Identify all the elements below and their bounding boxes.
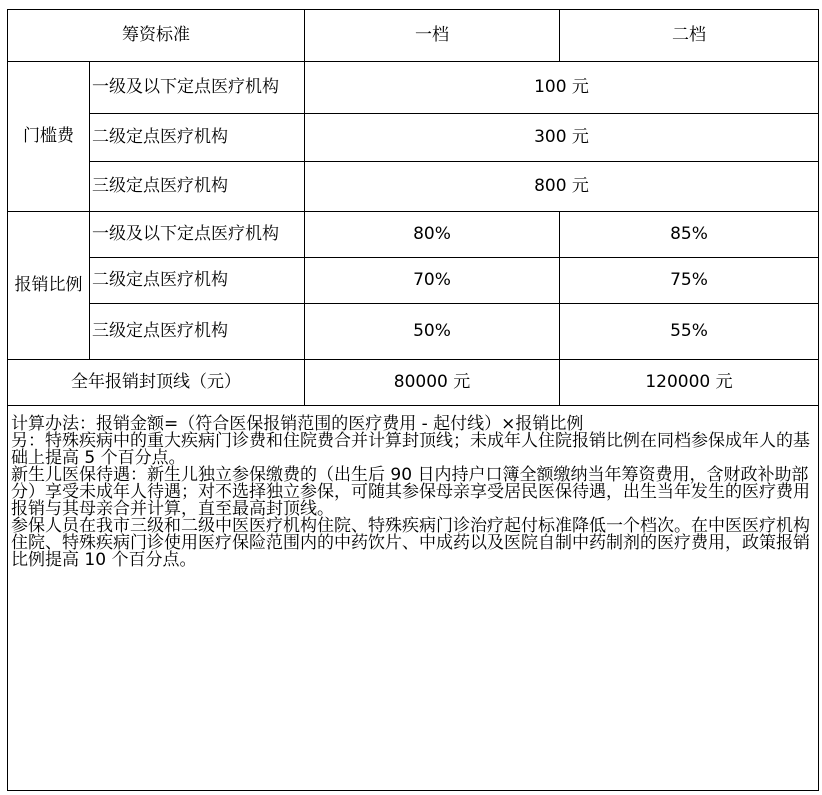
deductible-group-label: 门槛费	[8, 62, 90, 212]
deductible-row	[8, 162, 819, 212]
header-tier-1: 一档	[305, 10, 560, 62]
notes-cell	[8, 406, 819, 791]
ratio-tier-2: 55%	[560, 304, 819, 360]
deductible-row	[8, 114, 819, 162]
deductible-row	[8, 62, 819, 114]
ratio-level-label: 二级定点医疗机构	[90, 258, 305, 304]
annual-cap-row	[8, 360, 819, 406]
ratio-level-label: 三级定点医疗机构	[90, 304, 305, 360]
deductible-level-label: 二级定点医疗机构	[90, 114, 305, 162]
annual-cap-label: 全年报销封顶线（元）	[8, 360, 305, 406]
deductible-level-label: 一级及以下定点医疗机构	[90, 62, 305, 114]
ratio-group-label: 报销比例	[8, 212, 90, 360]
note-tcm-hospital-policy: 参保人员在我市三级和二级中医医疗机构住院、特殊疾病门诊治疗起付标准降低一个档次。在中医医疗机构住院、特殊疾病门诊使用医疗保险范围内的中药饮片、中成药以及医院自制中药制剂的医疗费用，政策报销比例提高 10 个百分点。	[11, 516, 810, 570]
notes-row	[8, 406, 819, 791]
header-funding-standard: 筹资标准	[8, 10, 305, 62]
ratio-row	[8, 258, 819, 304]
ratio-tier-1: 50%	[305, 304, 560, 360]
ratio-row	[8, 212, 819, 258]
ratio-tier-2: 85%	[560, 212, 819, 258]
deductible-level-label: 三级定点医疗机构	[90, 162, 305, 212]
header-tier-2: 二档	[560, 10, 819, 62]
medical-insurance-table	[7, 9, 819, 791]
deductible-value: 300 元	[305, 114, 819, 162]
deductible-value: 800 元	[305, 162, 819, 212]
ratio-row	[8, 304, 819, 360]
header-row	[8, 10, 819, 62]
ratio-tier-2: 75%	[560, 258, 819, 304]
annual-cap-tier-1: 80000 元	[305, 360, 560, 406]
note-special-disease-cap: 另：特殊疾病中的重大疾病门诊费和住院费合并计算封顶线；未成年人住院报销比例在同档参保成年人的基础上提高 5 个百分点。	[11, 431, 810, 468]
note-calculation-method: 计算办法：报销金额=（符合医保报销范围的医疗费用 - 起付线）×报销比例	[11, 414, 584, 434]
deductible-value: 100 元	[305, 62, 819, 114]
ratio-level-label: 一级及以下定点医疗机构	[90, 212, 305, 258]
ratio-tier-1: 70%	[305, 258, 560, 304]
annual-cap-tier-2: 120000 元	[560, 360, 819, 406]
note-newborn-benefit: 新生儿医保待遇：新生儿独立参保缴费的（出生后 90 日内持户口簿全额缴纳当年筹资费用，含财政补助部分）享受未成年人待遇；对不选择独立参保，可随其参保母亲享受居民医保待遇，出生当年发生的医疗费用报销与其母亲合并计算，直至最高封顶线。	[11, 465, 810, 519]
ratio-tier-1: 80%	[305, 212, 560, 258]
